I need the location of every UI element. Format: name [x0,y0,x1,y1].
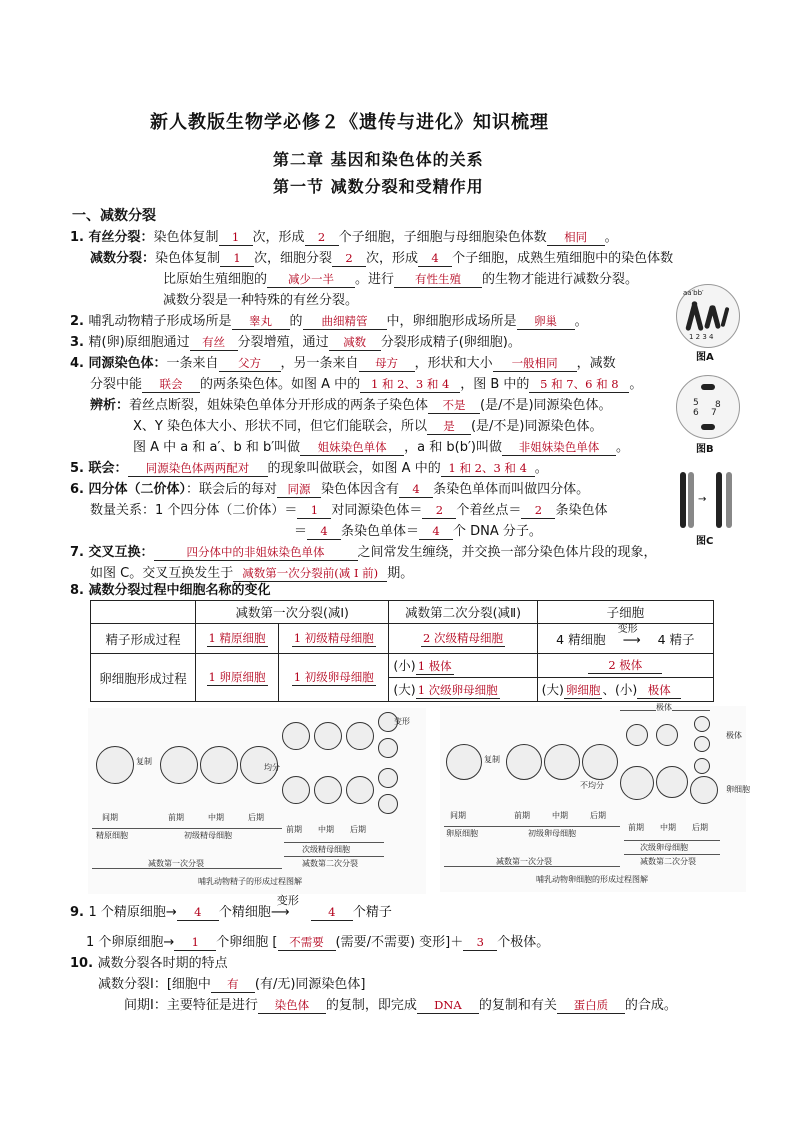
text: 。 [604,230,618,245]
text: 个极体。 [497,935,550,950]
text: X、Y 染色体大小、形状不同，但它们能联会，所以 [133,419,427,434]
cell-metaphase [544,744,580,780]
q10-line2 [124,995,677,1017]
text: 个着丝点＝ [456,503,522,518]
chromosome [701,384,715,390]
q4-line5 [133,437,629,459]
header-meiosis-1: 减数第一次分裂(减Ⅰ) [196,601,389,624]
answer-blank: 1 次级卵母细胞 [417,683,498,697]
table-cell [389,678,537,702]
cell-prophase [160,746,198,784]
answer-blank: 1 和 2、3 和 4 [360,377,460,393]
answer-blank: 1 极体 [417,659,452,673]
text: 分裂增殖，通过 [237,335,329,350]
phase-label: 前期 [168,813,184,822]
answer-blank: 减数 [329,335,381,351]
table-cell [537,678,713,702]
text: 1 个卵原细胞→ [86,935,175,950]
text: 一条来自 [166,356,219,371]
text: ：联会后的每对 [186,482,278,497]
q1-label-mitosis: 有丝分裂： [88,230,154,245]
phase-label: 后期 [350,825,366,834]
answer-blank: 蛋白质 [557,998,625,1014]
answer-blank: 联会 [142,377,200,393]
text: (是/不是)同源染色体。 [470,419,603,434]
text: 精(卵)原细胞通过 [88,335,190,350]
cell-secondary [282,776,310,804]
cell-secondary [314,722,342,750]
text: 次，形成 [366,251,419,266]
answer-blank: 1 [220,251,254,267]
text: 的两条染色体。如图 A 中的 [200,377,361,392]
text: 1 个精原细胞→ [88,905,177,920]
text: 染色体复制 [153,230,219,245]
bracket-line [284,842,384,843]
text: (有/无)同源染色体] [254,977,366,992]
text: 减数分裂Ⅰ：[细胞中 [98,977,211,992]
answer-blank: 1 卵原细胞 [208,670,266,684]
text: 染色体复制 [155,251,221,266]
text: 图 A 中 a 和 a′、b 和 b′叫做 [133,440,301,455]
q4-number: 4. [70,356,89,371]
q4-label: 同源染色体： [88,356,167,371]
polar-body [694,736,710,752]
q1-number: 1. [70,230,89,245]
q3-line [70,332,521,354]
answer-blank: 是 [427,419,471,435]
copy-label: 复制 [136,757,152,766]
row-egg-label: 卵细胞形成过程 [91,654,196,702]
text: 比原始生殖细胞的 [163,272,268,287]
text: 分裂中能 [90,377,143,392]
answer-blank: 减少一半 [267,272,355,288]
even-split-label: 均分 [264,763,280,772]
answer-blank: 有性生殖 [394,272,482,288]
text: 个精细胞 [218,905,271,920]
text: 次，细胞分裂 [254,251,333,266]
egg-cell [690,776,718,804]
answer-blank: 4 [419,524,453,540]
bracket-line [92,828,282,829]
text: (大) [541,682,564,697]
polar-body [694,716,710,732]
text: (是/不是)同源染色体。 [480,398,612,413]
cell-metaphase [200,746,238,784]
text: 4 精细胞 [556,631,606,647]
answer-blank: 四分体中的非姐妹染色单体 [154,545,358,561]
table-cell [537,624,713,654]
answer-blank: 4 [399,482,433,498]
row-sperm-label: 精子形成过程 [91,624,196,654]
cell-secondary [314,776,342,804]
q6-number: 6. [70,482,89,497]
answer-blank: 极体 [637,683,681,699]
table-cell [196,624,279,654]
arrow-icon: → [698,494,707,505]
answer-blank: DNA [417,998,479,1014]
q2-line [70,311,588,333]
answer-blank: 曲细精管 [303,314,387,330]
text: 的复制，即完成 [325,998,417,1013]
stage-label: 次级精母细胞 [302,845,350,854]
q8-number: 8. [70,583,89,598]
cell-name-table [90,600,714,702]
q5-number: 5. [70,461,89,476]
table-cell [389,624,537,654]
answer-blank: 非姐妹染色单体 [502,440,616,456]
q6-line3 [294,521,542,543]
q10-label: 减数分裂各时期的特点 [97,956,228,971]
polar-top-label: 极体 [656,703,672,712]
answer-blank: 睾丸 [232,314,290,330]
q5-line [70,458,548,480]
q6-line2 [90,500,607,522]
stage-label: 初级卵母细胞 [528,829,576,838]
text: 条染色体 [555,503,608,518]
q1-line3 [163,269,638,291]
answer-blank: 减数第一次分裂前(减 I 前) [233,566,387,582]
answer-blank: 5 和 7、6 和 8 [529,377,629,393]
chromosome [720,307,729,327]
q10-number: 10. [70,956,98,971]
q7-line1 [70,542,657,564]
text: 期。 [387,566,414,581]
text: 着丝点断裂，姐妹染色单体分开形成的两条子染色体 [129,398,429,413]
figure-a-label: 图A [696,352,714,363]
text: 个精子 [352,905,392,920]
text: 、(小) [602,682,638,697]
polar-body [694,758,710,774]
text: (大) [393,682,416,697]
text: 个 DNA 分子。 [453,524,542,539]
figure-b-num: 5 [693,398,699,408]
phase-label: 前期 [514,811,530,820]
phase-label: 后期 [692,823,708,832]
polar-label: 极体 [726,731,742,740]
q1-line2 [90,248,673,270]
text: 对同源染色体＝ [331,503,423,518]
arrow-icon: ⟶ [622,631,641,647]
cell-anaphase [582,744,618,780]
phase-label: 前期 [628,823,644,832]
text: 。 [574,314,588,329]
q4-line3 [90,395,612,417]
text: 的 [289,314,303,329]
q10-heading [70,953,228,975]
arrow-icon: ⟶ [270,905,290,920]
stage-label: 精原细胞 [96,831,128,840]
bracket-line [624,840,720,841]
diagram-caption: 哺乳动物精子的形成过程图解 [198,877,302,886]
q8-heading [70,580,271,602]
text: 的现象叫做联会，如图 A 中的 [267,461,441,476]
phase-label: 中期 [660,823,676,832]
part-heading: 一、减数分裂 [72,208,156,224]
answer-blank: 4 [307,524,341,540]
cell-secondary [282,722,310,750]
q5-label: 联会： [88,461,128,476]
text: ，图 B 中的 [460,377,530,392]
answer-blank: 不是 [428,398,480,414]
answer-blank: 2 极体 [588,658,662,674]
q9-line2 [86,932,549,954]
text: 个子细胞，成熟生殖细胞中的染色体数 [452,251,674,266]
text: 。 [534,461,548,476]
answer-blank: 染色体 [258,998,326,1014]
q4-label-analysis: 辨析： [90,398,130,413]
answer-blank: 1 [297,503,331,519]
arrow-with-label [610,623,654,647]
text: 染色体因含有 [321,482,400,497]
cell-interphase [96,746,134,784]
document-title: 新人教版生物学必修２《遗传与进化》知识梳理 [150,112,549,133]
bracket-line [624,854,720,855]
q6-line1 [70,479,589,501]
text: (小) [393,658,416,673]
text: 个卵细胞 [ [216,935,278,950]
answer-blank: 4 [311,905,353,921]
answer-blank: 2 [305,230,339,246]
chromosome [716,472,722,528]
transform-label: 变形 [394,717,410,726]
answer-blank: 不需要 [278,935,336,951]
chromosome [680,472,686,528]
text: 的复制和有关 [478,998,557,1013]
chromosome [688,472,694,528]
answer-blank: 父方 [219,356,281,372]
text: 如图 C。交叉互换发生于 [90,566,234,581]
answer-blank: 1 [174,935,216,951]
phase-label: 后期 [590,811,606,820]
q10-line1 [98,974,366,996]
table-cell [537,654,713,678]
cell-secondary [346,776,374,804]
answer-blank: 2 [521,503,555,519]
chapter-title: 第二章 基因和染色体的关系 [273,150,484,169]
text: 哺乳动物精子形成场所是 [88,314,232,329]
text: 条染色单体而叫做四分体。 [433,482,590,497]
answer-blank: 同源 [277,482,321,498]
q1-label-meiosis: 减数分裂： [90,251,156,266]
text: 个子细胞，子细胞与母细胞染色体数 [338,230,547,245]
text: ，另一条来自 [280,356,359,371]
q7-number: 7. [70,545,89,560]
cell-secondary [346,722,374,750]
spermatid [378,768,398,788]
text: (需要/不需要) 变形]＋ [335,935,464,950]
phase-label: 中期 [208,813,224,822]
answer-blank: 2 [332,251,366,267]
header-meiosis-2: 减数第二次分裂(减Ⅱ) [389,601,537,624]
arrow-with-label [270,894,311,924]
chromosome [726,472,732,528]
stage-label: 减数第一次分裂 [496,857,552,866]
q7-label: 交叉互换： [88,545,154,560]
text: 次，形成 [252,230,305,245]
figure-c-label: 图C [696,536,714,547]
answer-blank: 母方 [359,356,415,372]
arrow-label: 变形 [617,623,638,635]
q8-label: 减数分裂过程中细胞名称的变化 [88,583,271,598]
spermatid [378,794,398,814]
answer-blank: 1 精原细胞 [208,631,266,645]
text: 间期Ⅰ：主要特征是进行 [124,998,258,1013]
phase-label: 中期 [552,811,568,820]
stage-label: 卵原细胞 [446,829,478,838]
q2-number: 2. [70,314,89,329]
answer-blank: 2 次级精母细胞 [423,631,504,645]
figure-b-num: 8 [715,400,721,410]
chromosome [701,424,715,430]
table-cell [196,654,279,702]
figure-b-cell [676,375,740,439]
q6-label: 四分体（二价体） [88,482,187,497]
answer-blank: 卵巢 [517,314,575,330]
text: 。 [616,440,630,455]
secondary-oocyte [656,766,688,798]
q4-line1 [70,353,616,375]
answer-blank: 相同 [547,230,605,246]
header-daughter: 子细胞 [537,601,713,624]
stage-label: 次级卵母细胞 [640,843,688,852]
text: ＝ [294,524,308,539]
figure-a-top-label: aa′bb′ [683,289,704,297]
text: 的合成。 [624,998,677,1013]
arrow-label: 变形 [276,894,299,907]
table-cell [389,654,537,678]
answer-blank: 4 [177,905,219,921]
uneven-split-label: 不均分 [580,781,604,790]
spermatid [378,738,398,758]
text: 中，卵细胞形成场所是 [386,314,517,329]
figure-b-label: 图B [696,444,714,455]
stage-label: 减数第二次分裂 [302,859,358,868]
section-title: 第一节 减数分裂和受精作用 [273,177,484,196]
answer-blank: 1 初级卵母细胞 [293,670,374,684]
table-cell [279,654,389,702]
q4-line2 [90,374,642,396]
bracket-line [284,856,384,857]
text: 。 [629,377,643,392]
text: 4 精子 [657,631,695,647]
copy-label: 复制 [484,755,500,764]
answer-blank: 同源染色体两两配对 [128,461,268,477]
table-cell [279,624,389,654]
figure-b-num: 7 [711,408,717,418]
answer-blank: 2 [422,503,456,519]
phase-label: 间期 [450,811,466,820]
text: 的生物才能进行减数分裂。 [482,272,639,287]
cell-prophase [506,744,542,780]
answer-blank: 1 初级精母细胞 [293,631,374,645]
figure-a-numbers: 1 2 3 4 [689,333,714,341]
q3-number: 3. [70,335,89,350]
answer-blank: 1 和 2、3 和 4 [441,461,535,477]
stage-label: 初级精母细胞 [184,831,232,840]
stage-label: 减数第二次分裂 [640,857,696,866]
stage-label: 减数第一次分裂 [148,859,204,868]
secondary-oocyte [620,766,654,800]
diagram-caption: 哺乳动物卵细胞的形成过程图解 [536,875,648,884]
q1-line4: 减数分裂是一种特殊的有丝分裂。 [163,293,359,308]
text: 。进行 [355,272,395,287]
text: ，a 和 b(b′)叫做 [404,440,503,455]
answer-blank: 有丝 [190,335,238,351]
answer-blank: 一般相同 [493,356,577,372]
sperm-formation-diagram [88,708,426,894]
answer-blank: 4 [418,251,452,267]
answer-blank: 有 [211,977,255,993]
text: 数量关系：1 个四分体（二价体）＝ [90,503,298,518]
text: 之间常发生缠绕，并交换一部分染色体片段的现象， [357,545,657,560]
figure-a-cell [676,284,740,348]
answer-blank: 姐妹染色单体 [300,440,404,456]
egg-label: 卵细胞 [726,785,750,794]
answer-blank: 卵细胞 [565,683,601,697]
answer-blank: 3 [463,935,497,951]
bracket-line [444,826,620,827]
text: 条染色单体＝ [341,524,420,539]
q9-number: 9. [70,905,89,920]
egg-formation-diagram [440,703,750,892]
phase-label: 前期 [286,825,302,834]
phase-label: 后期 [248,813,264,822]
table-corner [91,601,196,624]
answer-blank: 1 [219,230,253,246]
q4-line4 [133,416,603,438]
polar-body [656,724,678,746]
text: 分裂形成精子(卵细胞)。 [380,335,521,350]
cell-interphase [446,744,482,780]
figure-b-num: 6 [693,408,699,418]
phase-label: 中期 [318,825,334,834]
polar-body [626,724,648,746]
text: ，形状和大小 [414,356,493,371]
figure-c-crossover [676,470,742,530]
q1-line1 [70,227,618,249]
q9-line1 [70,894,392,924]
phase-label: 间期 [102,813,118,822]
text: ，减数 [576,356,616,371]
